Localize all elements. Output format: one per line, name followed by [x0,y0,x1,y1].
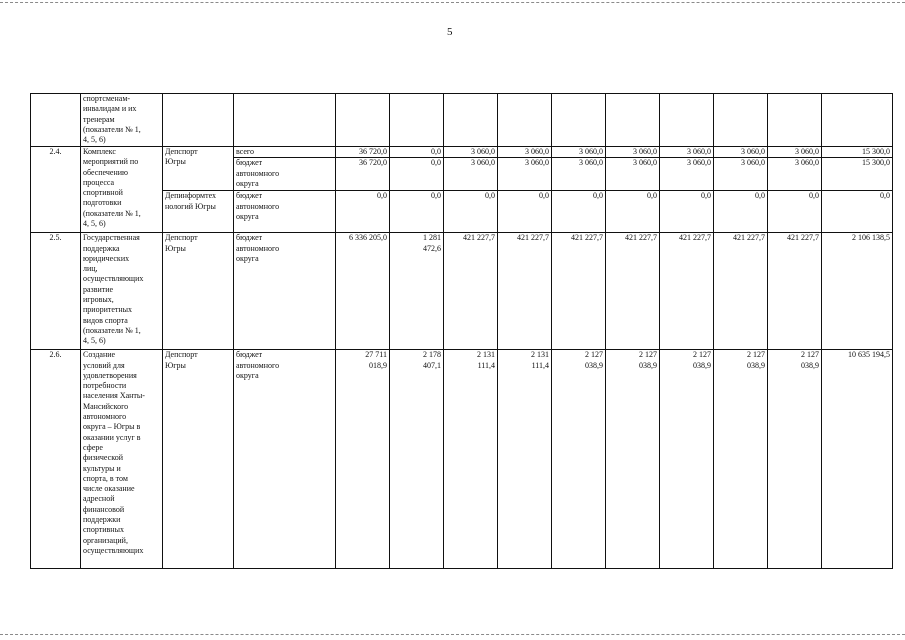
value-cell: 36 720,0 [336,158,390,191]
table-cell [444,94,498,147]
value-cell: 3 060,0 [714,158,768,191]
value-cell: 1 281 472,6 [390,233,444,350]
value-cell: 27 711 018,9 [336,350,390,569]
executor-cell: Депспорт Югры [163,147,234,191]
value-cell: 0,0 [552,191,606,233]
value-cell: 10 635 194,5 [822,350,893,569]
row-index: 2.6. [31,350,81,569]
value-cell: 0,0 [714,191,768,233]
table-cell [31,94,81,147]
value-cell: 0,0 [768,191,822,233]
source-cell: бюджет автономного округа [234,158,336,191]
value-cell: 0,0 [660,191,714,233]
row-name-cell: Комплекс мероприятий по обеспечению процесса спортивной подготовки (показатели № 1, 4, 5, 6) [81,147,163,233]
table-row [31,147,893,158]
value-cell: 0,0 [822,191,893,233]
value-cell: 3 060,0 [660,147,714,158]
value-cell: 0,0 [390,158,444,191]
table-row [31,94,893,147]
value-cell: 3 060,0 [498,147,552,158]
table-cell [552,94,606,147]
value-cell: 3 060,0 [768,147,822,158]
value-cell: 421 227,7 [552,233,606,350]
value-cell: 15 300,0 [822,158,893,191]
value-cell: 421 227,7 [714,233,768,350]
executor-cell: Депспорт Югры [163,233,234,350]
executor-cell: Депинформтех нологий Югры [163,191,234,233]
value-cell: 421 227,7 [606,233,660,350]
table-cell [163,94,234,147]
value-cell: 2 127 038,9 [714,350,768,569]
row-name-cell: Создание условий для удовлетворения потребности населения Ханты- Мансийского автономного округа – Югры в оказании услуг в сфере физической культуры и спорта, в том числе оказание адресной финансовой поддержки спортивных организаций, осуществляющих [81,350,163,569]
value-cell: 2 127 038,9 [552,350,606,569]
value-cell: 2 127 038,9 [768,350,822,569]
value-cell: 2 131 111,4 [498,350,552,569]
executor-cell: Депспорт Югры [163,350,234,569]
table-cell [234,94,336,147]
table-row [31,233,893,350]
budget-table [30,93,893,569]
table-cell [768,94,822,147]
scan-edge-bottom [0,634,905,635]
table-cell [714,94,768,147]
source-cell: бюджет автономного округа [234,191,336,233]
value-cell: 0,0 [498,191,552,233]
value-cell: 2 127 038,9 [660,350,714,569]
table-cell [498,94,552,147]
source-cell: бюджет автономного округа [234,350,336,569]
table-row [31,350,893,569]
value-cell: 3 060,0 [444,158,498,191]
value-cell: 0,0 [336,191,390,233]
value-cell: 3 060,0 [660,158,714,191]
value-cell: 0,0 [390,191,444,233]
table-cell [390,94,444,147]
value-cell: 3 060,0 [552,158,606,191]
value-cell: 2 106 138,5 [822,233,893,350]
table-cell [606,94,660,147]
source-cell: всего [234,147,336,158]
value-cell: 2 178 407,1 [390,350,444,569]
row-name-cell: Государственная поддержка юридических лиц, осуществляющих развитие игровых, приоритетных видов спорта (показатели № 1, 4, 5, 6) [81,233,163,350]
row-name-cell: спортсменам- инвалидам и их тренерам (показатели № 1, 4, 5, 6) [81,94,163,147]
page-number: 5 [447,26,453,38]
value-cell: 15 300,0 [822,147,893,158]
value-cell: 0,0 [606,191,660,233]
value-cell: 2 127 038,9 [606,350,660,569]
row-index: 2.5. [31,233,81,350]
table-cell [336,94,390,147]
value-cell: 2 131 111,4 [444,350,498,569]
scan-edge-top [0,2,905,3]
value-cell: 421 227,7 [768,233,822,350]
value-cell: 0,0 [444,191,498,233]
value-cell: 3 060,0 [768,158,822,191]
value-cell: 3 060,0 [714,147,768,158]
value-cell: 3 060,0 [552,147,606,158]
value-cell: 0,0 [390,147,444,158]
value-cell: 3 060,0 [606,158,660,191]
value-cell: 421 227,7 [444,233,498,350]
value-cell: 421 227,7 [498,233,552,350]
value-cell: 6 336 205,0 [336,233,390,350]
value-cell: 36 720,0 [336,147,390,158]
table-cell [660,94,714,147]
source-cell: бюджет автономного округа [234,233,336,350]
table-cell [822,94,893,147]
value-cell: 3 060,0 [498,158,552,191]
row-index: 2.4. [31,147,81,233]
value-cell: 3 060,0 [444,147,498,158]
value-cell: 3 060,0 [606,147,660,158]
value-cell: 421 227,7 [660,233,714,350]
